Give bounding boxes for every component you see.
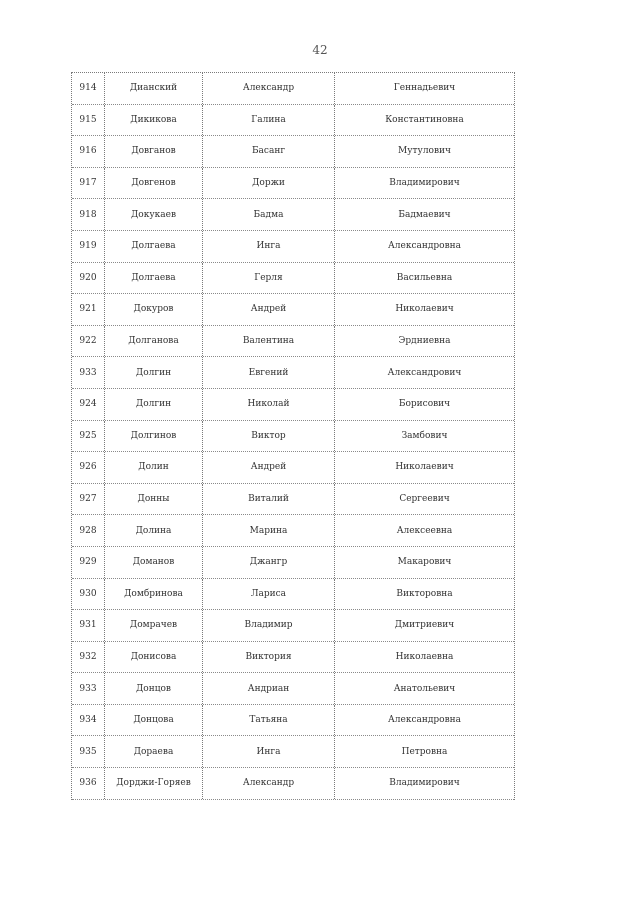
row-number-cell: 934 <box>72 705 105 736</box>
first-name-cell: Владимир <box>203 610 335 641</box>
table-row <box>72 579 514 611</box>
patronymic-cell: Эрдниевна <box>398 336 451 347</box>
row-number-cell: 921 <box>72 294 105 325</box>
last-name-cell: Довганов <box>105 136 203 167</box>
first-name-cell: Андриан <box>203 673 335 704</box>
row-number-cell: 930 <box>72 579 105 610</box>
table-row <box>72 610 514 642</box>
first-name-cell: Инга <box>203 736 335 767</box>
row-number-cell: 918 <box>72 199 105 230</box>
patronymic-cell: Александровна <box>387 715 462 726</box>
last-name-cell: Донцов <box>105 673 203 704</box>
table-row <box>72 768 514 800</box>
first-name-cell: Виталий <box>203 484 335 515</box>
last-name-cell: Долгинов <box>105 421 203 452</box>
last-name-cell: Дорджи-Горяев <box>105 768 203 799</box>
table-row <box>72 484 514 516</box>
first-name-cell: Лариса <box>203 579 335 610</box>
last-name-cell: Домрачев <box>105 610 203 641</box>
first-name-cell: Галина <box>203 105 335 136</box>
table-row <box>72 357 514 389</box>
patronymic-cell: Владимирович <box>389 178 460 189</box>
first-name-cell: Александр <box>203 73 335 104</box>
patronymic-cell: Николаевич <box>395 304 454 315</box>
table-row <box>72 263 514 295</box>
patronymic-cell: Дмитриевич <box>394 620 455 631</box>
first-name-cell: Басанг <box>203 136 335 167</box>
table-row <box>72 168 514 200</box>
last-name-cell: Донны <box>105 484 203 515</box>
first-name-cell: Евгений <box>203 357 335 388</box>
patronymic-cell: Николаевич <box>395 462 454 473</box>
table-row <box>72 326 514 358</box>
row-number-cell: 933 <box>72 673 105 704</box>
first-name-cell: Андрей <box>203 294 335 325</box>
row-number-cell: 927 <box>72 484 105 515</box>
table-row <box>72 389 514 421</box>
first-name-cell: Инга <box>203 231 335 262</box>
last-name-cell: Долгаева <box>105 231 203 262</box>
row-number-cell: 935 <box>72 736 105 767</box>
row-number-cell: 925 <box>72 421 105 452</box>
first-name-cell: Марина <box>203 515 335 546</box>
first-name-cell: Виктория <box>203 642 335 673</box>
first-name-cell: Герля <box>203 263 335 294</box>
last-name-cell: Долин <box>105 452 203 483</box>
row-number-cell: 917 <box>72 168 105 199</box>
first-name-cell: Джангр <box>203 547 335 578</box>
row-number-cell: 914 <box>72 73 105 104</box>
table-row <box>72 736 514 768</box>
row-number-cell: 924 <box>72 389 105 420</box>
first-name-cell: Николай <box>203 389 335 420</box>
patronymic-cell: Борисович <box>398 399 451 410</box>
patronymic-cell: Анатольевич <box>393 683 456 694</box>
last-name-cell: Домбринова <box>105 579 203 610</box>
first-name-cell: Доржи <box>203 168 335 199</box>
patronymic-cell: Мутулович <box>398 146 451 157</box>
row-number-cell: 916 <box>72 136 105 167</box>
last-name-cell: Донцова <box>105 705 203 736</box>
table-row <box>72 642 514 674</box>
roster-table <box>71 72 515 800</box>
first-name-cell: Татьяна <box>203 705 335 736</box>
row-number-cell: 926 <box>72 452 105 483</box>
last-name-cell: Долганова <box>105 326 203 357</box>
patronymic-cell: Васильевна <box>396 272 453 283</box>
last-name-cell: Доманов <box>105 547 203 578</box>
table-row <box>72 73 514 105</box>
first-name-cell: Бадма <box>203 199 335 230</box>
row-number-cell: 920 <box>72 263 105 294</box>
patronymic-cell: Александровна <box>387 241 462 252</box>
row-number-cell: 919 <box>72 231 105 262</box>
page-number: 42 <box>312 43 328 57</box>
row-number-cell: 932 <box>72 642 105 673</box>
table-row <box>72 547 514 579</box>
last-name-cell: Докукаев <box>105 199 203 230</box>
table-row <box>72 105 514 137</box>
row-number-cell: 931 <box>72 610 105 641</box>
first-name-cell: Андрей <box>203 452 335 483</box>
last-name-cell: Долгин <box>105 389 203 420</box>
patronymic-cell: Бадмаевич <box>398 209 451 220</box>
row-number-cell: 929 <box>72 547 105 578</box>
row-number-cell: 933 <box>72 357 105 388</box>
last-name-cell: Докуров <box>105 294 203 325</box>
last-name-cell: Дикикова <box>105 105 203 136</box>
last-name-cell: Дораева <box>105 736 203 767</box>
patronymic-cell: Викторовна <box>396 588 453 599</box>
patronymic-cell: Сергеевич <box>399 494 450 505</box>
first-name-cell: Виктор <box>203 421 335 452</box>
first-name-cell: Александр <box>203 768 335 799</box>
patronymic-cell: Геннадьевич <box>393 83 456 94</box>
row-number-cell: 928 <box>72 515 105 546</box>
row-number-cell: 936 <box>72 768 105 799</box>
row-number-cell: 915 <box>72 105 105 136</box>
row-number-cell: 922 <box>72 326 105 357</box>
patronymic-cell: Замбович <box>401 430 448 441</box>
patronymic-cell: Петровна <box>401 746 448 757</box>
patronymic-cell: Макарович <box>397 557 452 568</box>
last-name-cell: Дианский <box>105 73 203 104</box>
patronymic-cell: Алексеевна <box>396 525 453 536</box>
table-row <box>72 452 514 484</box>
table-row <box>72 421 514 453</box>
patronymic-cell: Владимирович <box>389 778 460 789</box>
table-row <box>72 199 514 231</box>
table-row <box>72 705 514 737</box>
table-row <box>72 515 514 547</box>
table-row <box>72 231 514 263</box>
table-row <box>72 673 514 705</box>
first-name-cell: Валентина <box>203 326 335 357</box>
last-name-cell: Долина <box>105 515 203 546</box>
patronymic-cell: Николаевна <box>395 651 454 662</box>
patronymic-cell: Константиновна <box>385 114 464 125</box>
last-name-cell: Долгин <box>105 357 203 388</box>
patronymic-cell: Александрович <box>387 367 462 378</box>
table-row <box>72 294 514 326</box>
last-name-cell: Донисова <box>105 642 203 673</box>
table-row <box>72 136 514 168</box>
last-name-cell: Довгенов <box>105 168 203 199</box>
last-name-cell: Долгаева <box>105 263 203 294</box>
